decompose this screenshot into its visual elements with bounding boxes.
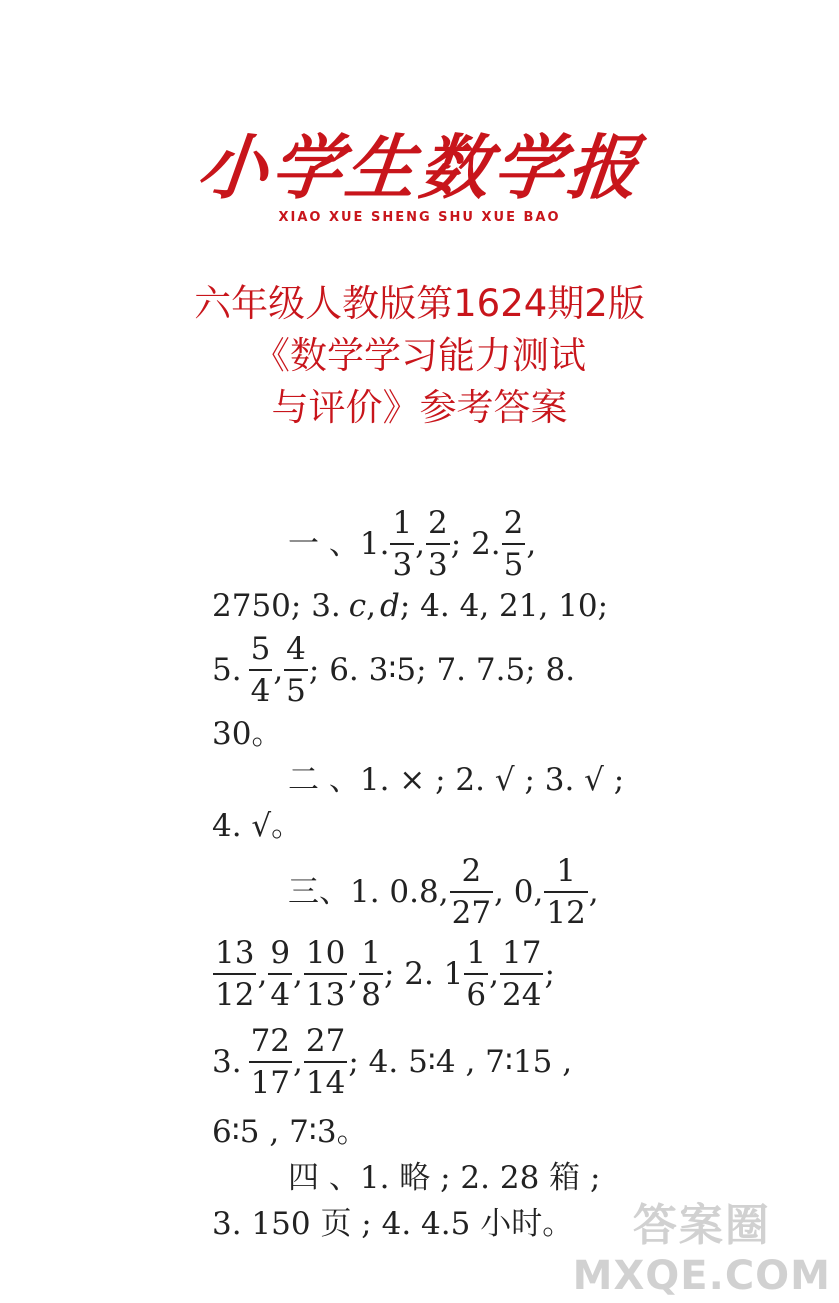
fraction-denominator: 24 [502, 977, 542, 1013]
answer-text: , [415, 525, 426, 562]
fraction-numerator: 4 [286, 631, 306, 667]
fraction [426, 503, 450, 585]
answer-text: ; 6. 3∶5; 7. 7.5; 8. [308, 651, 576, 688]
fraction [249, 1021, 292, 1103]
fraction-numerator: 1 [466, 935, 487, 971]
watermark-logo: 答案圈 [632, 1200, 771, 1251]
answer-row-2 [212, 588, 609, 624]
fraction-denominator: 27 [451, 895, 492, 931]
fraction-denominator: 17 [250, 1065, 291, 1101]
fraction-numerator: 2 [428, 505, 448, 541]
answer-row-4 [212, 716, 283, 752]
fraction [359, 933, 383, 1015]
fraction-denominator: 12 [546, 895, 586, 931]
fraction-numerator: 1 [392, 505, 413, 541]
fraction-denominator: 3 [392, 547, 413, 583]
answer-text: 四 、1. 略 ; 2. 28 箱 ; [288, 1160, 601, 1196]
answer-row-1 [288, 503, 536, 585]
fraction-numerator: 13 [215, 935, 255, 971]
fraction-numerator: 17 [502, 935, 542, 971]
answer-text: , [348, 955, 359, 992]
answer-text: , [293, 1043, 303, 1080]
fraction [284, 629, 308, 711]
answer-row-6 [212, 808, 303, 844]
fraction-denominator: 5 [286, 673, 306, 709]
fraction [450, 851, 493, 933]
fraction-denominator: 3 [428, 547, 448, 583]
answer-text: , [257, 955, 268, 992]
answer-row-7 [288, 851, 599, 933]
page-heading [0, 278, 839, 434]
answer-text: 5. [212, 651, 242, 688]
answer-row-9 [212, 1021, 572, 1103]
fraction-denominator: 14 [305, 1065, 346, 1101]
answer-text: 6∶5 , 7∶3。 [212, 1114, 368, 1150]
answer-row-3 [212, 629, 575, 711]
answer-text: c [348, 588, 367, 624]
answer-text: ; 4. 4, 21, 10; [399, 588, 609, 624]
answer-text: ; 2. 1 [383, 955, 464, 992]
fraction-denominator: 12 [215, 977, 255, 1013]
answer-row-5 [288, 762, 625, 798]
fraction-denominator: 6 [466, 977, 487, 1013]
answer-row-11 [288, 1160, 601, 1196]
fraction-denominator: 8 [361, 977, 381, 1013]
fraction [544, 851, 587, 933]
answer-text: , 0, [494, 873, 544, 910]
answer-row-8 [212, 933, 555, 1015]
fraction-denominator: 4 [250, 673, 271, 709]
fraction [249, 629, 273, 711]
fraction-numerator: 5 [250, 631, 271, 667]
fraction [464, 933, 488, 1015]
fraction [304, 1021, 347, 1103]
heading-line-2: 《数学学习能力测试 [253, 334, 586, 377]
answer-text: ; 4. 5∶4 , 7∶15 , [348, 1043, 573, 1080]
answer-text: 三、1. 0.8, [288, 873, 449, 910]
fraction-numerator: 72 [250, 1023, 291, 1059]
answer-text: 一 、1. [288, 525, 390, 562]
answer-text: ; [544, 955, 555, 992]
answer-text: 3. 150 页 ; 4. 4.5 小时。 [212, 1206, 574, 1242]
masthead-title: 小学生数学报 [193, 126, 646, 209]
masthead [0, 128, 839, 225]
fraction-numerator: 27 [305, 1023, 346, 1059]
fraction-denominator: 5 [503, 547, 524, 583]
answer-text: , [588, 873, 599, 910]
answer-text: , [366, 588, 377, 624]
answer-text: , [273, 651, 284, 688]
fraction [500, 933, 543, 1015]
answer-row-10 [212, 1114, 368, 1150]
fraction-denominator: 4 [270, 977, 291, 1013]
fraction-numerator: 1 [556, 853, 576, 889]
answer-text: 4. √。 [212, 808, 303, 844]
answer-text: ; 2. [450, 525, 501, 562]
watermark-url: MXQE.COM [572, 1253, 831, 1299]
answer-text: , [526, 525, 537, 562]
fraction-numerator: 10 [305, 935, 346, 971]
fraction-numerator: 1 [361, 935, 381, 971]
heading-line-3: 与评价》参考答案 [271, 386, 568, 429]
answer-text: d [380, 588, 400, 624]
answer-text: 2750; 3. [212, 588, 341, 624]
answer-text: , [293, 955, 303, 992]
answer-text: 3. [212, 1043, 242, 1080]
answer-text: , [489, 955, 499, 992]
fraction-numerator: 9 [270, 935, 291, 971]
fraction [213, 933, 256, 1015]
fraction [502, 503, 526, 585]
fraction-denominator: 13 [305, 977, 346, 1013]
fraction [304, 933, 347, 1015]
answer-text: 二 、1. × ; 2. √ ; 3. √ ; [288, 762, 625, 798]
answer-row-12 [212, 1206, 574, 1242]
answer-text: 30。 [212, 716, 283, 752]
fraction-numerator: 2 [503, 505, 524, 541]
watermark [573, 1189, 831, 1299]
fraction [390, 503, 414, 585]
fraction [268, 933, 292, 1015]
masthead-pinyin: XIAO XUE SHENG SHU XUE BAO [278, 210, 561, 225]
heading-line-1: 六年级人教版第1624期2版 [194, 282, 645, 325]
fraction-numerator: 2 [461, 853, 482, 889]
